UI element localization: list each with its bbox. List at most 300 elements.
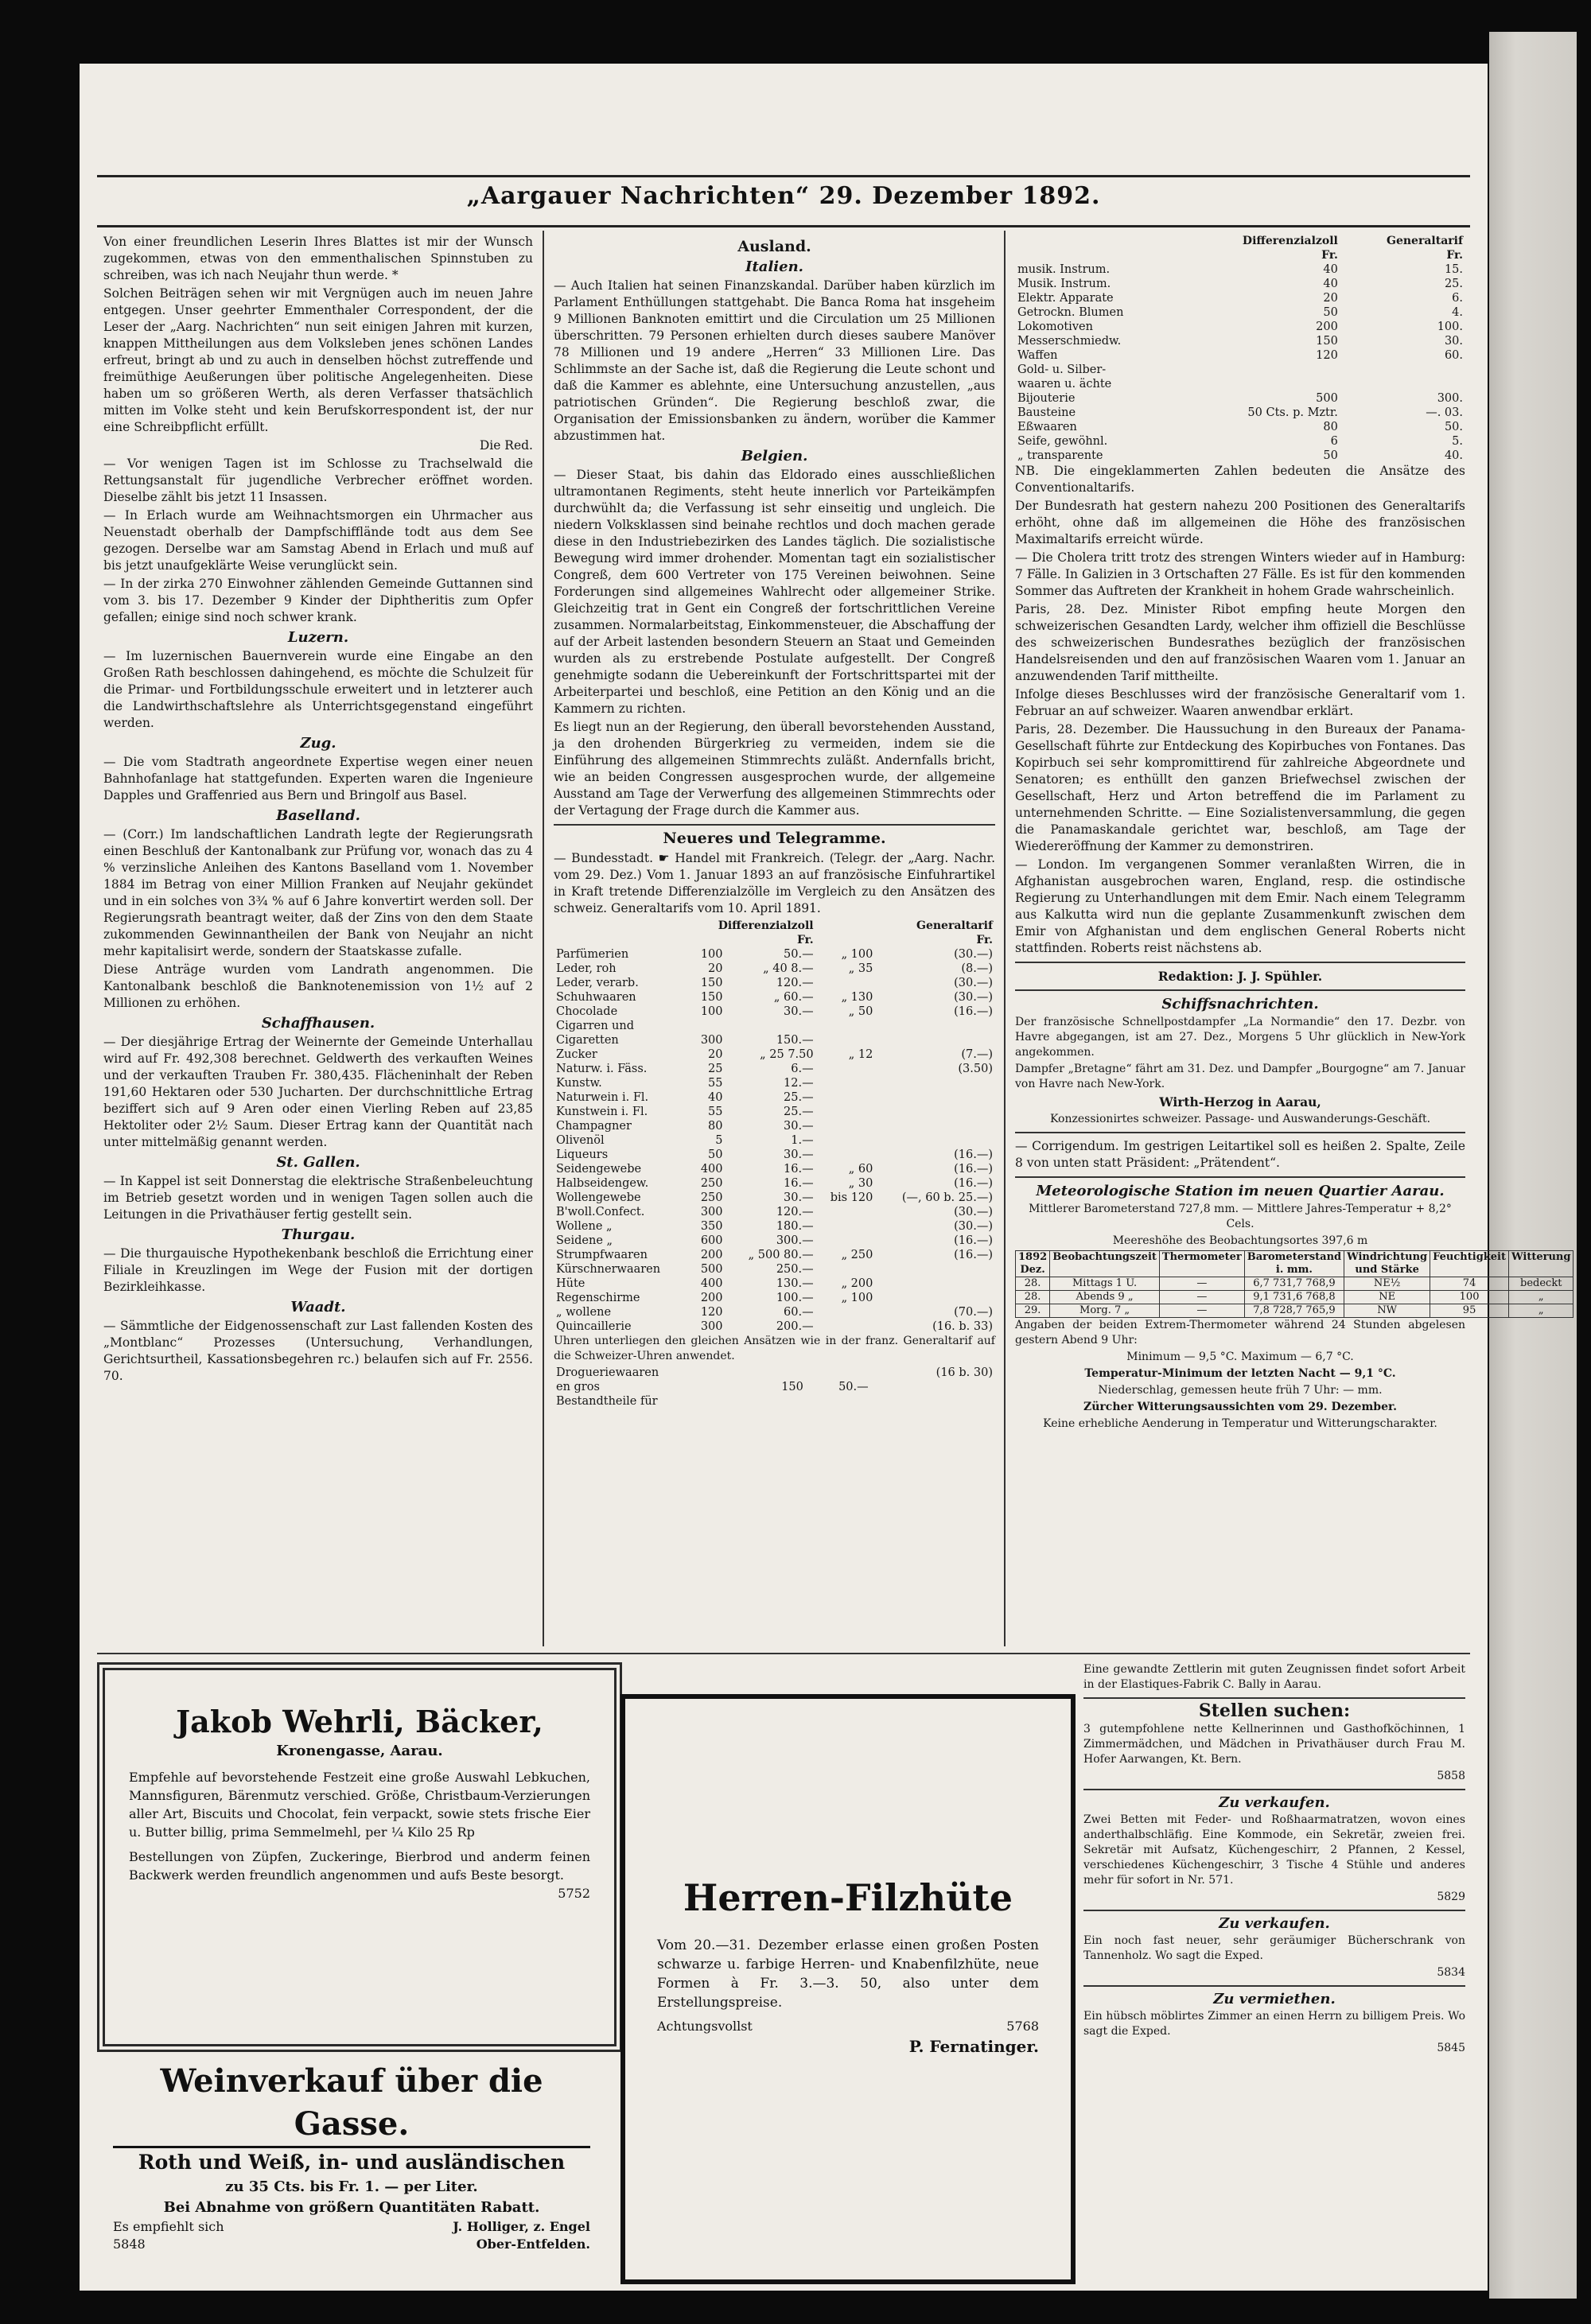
- column-3: [1015, 234, 1571, 1433]
- table-cell-value: 25.—: [784, 1106, 814, 1118]
- table-cell-value: 150: [700, 991, 723, 1004]
- article-text: — Dieser Staat, bis dahin das Eldorado eines ausschließlichen ultramontanen Regiments, steht heute innerlich vor Parteikämpfen durchwühlt da; die Verfassung ist sehr einseitig und ungleich. Die niedern Volksklassen sind beinahe rechtlos und doch machen gerade diese in den Industriebezirken des Landes täglich. Die sozialistische Bewegung wird immer drohender. Momentan tagt ein sozialistischer Congreß, dem 600 Vertreter von 175 Vereinen beiwohnen. Seine Forderungen sind allgemeines Wahlrecht oder allgemeiner Strike. Gleichzeitig trat in Gent ein Congreß der fortschrittlichen Vereine zusammen. Normalarbeitstag, Einkommensteuer, die Abschaffung der auf der Arbeit lastenden besondern Steuern an Staat und Gemeinden wurden als zu erstrebende Postulate aufgestellt. Der Congreß genehmigte sodann die Uebereinkunft der Fortschrittspartei mit der Arbeiterpartei und beschloß, eine Petition an den König und an die Kammern zu richten.: [554, 468, 995, 716]
- classifieds: [1083, 1662, 1465, 2058]
- table-cell-item: 29.: [1016, 1304, 1050, 1318]
- table-row: [554, 1380, 995, 1394]
- table-cell-value: 6: [1330, 435, 1338, 448]
- ad-title: Weinverkauf über die Gasse.: [113, 2060, 590, 2148]
- article-text: — Im luzernischen Bauernverein wurde eine Eingabe an den Großen Rath beschlossen dahingehend, es möchte die Schulzeit für die Primar- und Fortbildungsschule erweitert und in letzterer auch die Landwirthschaftslehre als Unterrichtsgegenstand eingeführt werden.: [103, 649, 533, 730]
- met-text: Zürcher Witterungsaussichten vom 29. Dezember.: [1083, 1401, 1397, 1413]
- table-cell-value: Mittags 1 U.: [1050, 1277, 1160, 1291]
- table-cell-value: 9,1 731,6 768,8: [1244, 1291, 1344, 1304]
- section-heading: St. Gallen.: [276, 1154, 360, 1171]
- article-text: — Vor wenigen Tagen ist im Schlosse zu Trachselwald die Rettungsanstalt für jugendliche Verbrecher eröffnet worden. Dieselbe zählt bis jetzt 11 Insassen.: [103, 457, 533, 504]
- table-cell-value: 25.: [1444, 278, 1463, 290]
- table-cell-value: „ 60: [848, 1163, 873, 1176]
- table-cell-value: 120.—: [776, 1206, 814, 1218]
- ad-wehrli: [97, 1662, 622, 2052]
- table-cell-value: [816, 1234, 876, 1248]
- met-text: Minimum — 9,5 °C. Maximum — 6,7 °C.: [1126, 1350, 1354, 1363]
- table-cell-value: —: [1159, 1291, 1244, 1304]
- table-cell-value: 200: [1316, 321, 1338, 333]
- table-cell-value: (—, 60 b. 25.—): [901, 1191, 993, 1204]
- table-cell-value: 100: [700, 1005, 723, 1018]
- table-cell-value: 30.—: [784, 1005, 814, 1018]
- table-cell-value: „ 130: [841, 991, 873, 1004]
- table-cell-item: Hüte: [556, 1277, 585, 1290]
- table-cell-value: (7.—): [961, 1048, 993, 1061]
- table-header: Generaltarif: [1387, 235, 1463, 247]
- table-cell-value: (16 b. 30): [936, 1366, 993, 1379]
- table-cell-value: 20: [708, 1048, 723, 1061]
- table-cell-value: 60.: [1444, 349, 1463, 362]
- table-cell-value: [816, 1119, 876, 1133]
- article-text: Paris, 28. Dez. Minister Ribot empfing heute Morgen den schweizerischen Gesandten Lardy, welcher ihm offiziell die Beschlüsse des schweizerischen Bundesrathes bezüglich der französischen Handelsreisenden und den auf französischen Waaren vom 1. Januar an anzuwendenden Tarif mittheilte.: [1015, 602, 1465, 683]
- table-cell-value: [871, 1380, 880, 1394]
- table-cell-value: [816, 976, 876, 990]
- ad-text: Ein hübsch möblirtes Zimmer an einen Herrn zu billigem Preis. Wo sagt die Exped.: [1083, 2010, 1465, 2038]
- table-cell-value: 500: [1316, 392, 1338, 405]
- table-cell-value: 250: [700, 1177, 723, 1190]
- table-cell-item: Bestandtheile für: [556, 1395, 658, 1408]
- table-cell-value: [880, 1380, 995, 1394]
- section-heading: Zu vermiethen.: [1213, 1991, 1336, 2007]
- table-row: [554, 947, 995, 962]
- ad-text: zu 35 Cts. bis Fr. 1. — per Liter.: [225, 2178, 478, 2195]
- table-row: [554, 1291, 995, 1305]
- table-cell-item: Kunstwein i. Fl.: [556, 1106, 648, 1118]
- section-heading: Zu verkaufen.: [1219, 1794, 1330, 1811]
- table-cell-value: 30.—: [784, 1148, 814, 1161]
- table-cell-value: [816, 1319, 876, 1334]
- table-cell-value: (8.—): [961, 962, 993, 975]
- table-cell-value: [725, 1019, 816, 1033]
- tariff-table-3: [1015, 234, 1465, 463]
- table-row: [1015, 420, 1465, 434]
- table-row: [554, 1277, 995, 1291]
- table-cell-item: Regenschirme: [556, 1292, 640, 1304]
- table-cell-value: bis 120: [830, 1191, 873, 1204]
- table-row: [554, 1133, 995, 1148]
- table-cell-item: Kunstw.: [556, 1077, 602, 1090]
- table-cell-value: (16. b. 33): [932, 1320, 993, 1333]
- table-cell-value: „ 100: [841, 948, 873, 961]
- editor-line: Redaktion: J. J. Spühler.: [1157, 969, 1323, 984]
- table-cell-value: 50.—: [784, 948, 814, 961]
- table-cell-value: 300.: [1437, 392, 1463, 405]
- table-row: [554, 1119, 995, 1133]
- table-cell-value: 250.—: [776, 1263, 814, 1276]
- table-row: [1015, 434, 1465, 449]
- ad-address: Kronengasse, Aarau.: [276, 1743, 443, 1759]
- table-cell-value: [816, 1219, 876, 1234]
- met-text: Angaben der beiden Extrem-Thermometer während 24 Stunden abgelesen gestern Abend 9 Uhr:: [1015, 1319, 1465, 1347]
- table-cell-value: Morg. 7 „: [1050, 1304, 1160, 1318]
- table-cell-value: [816, 1019, 876, 1033]
- table-row: [1015, 262, 1465, 277]
- table-row: [554, 1248, 995, 1262]
- table-cell-value: NE½: [1344, 1277, 1430, 1291]
- page-edge: [1489, 32, 1577, 2299]
- table-cell-item: Leder, roh: [556, 962, 617, 975]
- table-header: Fr.: [1321, 249, 1338, 262]
- table-row: [554, 990, 995, 1005]
- ad-text: Roth und Weiß, in- und ausländischen: [138, 2151, 566, 2174]
- section-heading: Stellen suchen:: [1198, 1700, 1351, 1721]
- table-row: [554, 1366, 995, 1380]
- table-cell-value: 150: [1316, 335, 1338, 348]
- table-cell-value: 20: [1323, 292, 1338, 305]
- table-header: Beobachtungszeit: [1050, 1251, 1160, 1277]
- table-cell-item: „ wollene: [556, 1306, 612, 1319]
- table-header: Differenzialzoll: [718, 919, 814, 932]
- column-2: [554, 234, 995, 1409]
- table-cell-value: 150: [700, 977, 723, 989]
- table-cell-item: Liqueurs: [556, 1148, 609, 1161]
- table-cell-value: [871, 1394, 880, 1409]
- table-cell-value: (16.—): [954, 1234, 993, 1247]
- section-heading: Italien.: [745, 258, 803, 275]
- table-row: [554, 1090, 995, 1105]
- ad-signature: P. Fernatinger.: [908, 2037, 1039, 2056]
- article-text: — Die vom Stadtrath angeordnete Expertise wegen einer neuen Bahnhofanlage hat stattgefunden. Experten waren die Ingenieure Dapples und Graffenried aus Bern und Bringolf aus Basel.: [103, 755, 533, 803]
- table-cell-value: [816, 1062, 876, 1076]
- table-cell-value: 50.—: [838, 1381, 869, 1393]
- table-cell-value: [1186, 363, 1340, 377]
- article-text: Der Bundesrath hat gestern nahezu 200 Positionen des Generaltarifs erhöht, ohne daß im allgemeinen die Höhe des französischen Maximaltarifs erreicht würde.: [1015, 499, 1465, 546]
- article-text: Paris, 28. Dezember. Die Haussuchung in den Bureaux der Panama-Gesellschaft führte zur Entdeckung des Kopirbuches von Fontanes. Das Kopirbuch sei sehr kompromittirend für zahlreiche Abgeordnete und Senatoren; es enthüllt den ganzen Briefwechsel zwischen der Gesellschaft, Herz und Arton betreffend die im Parlament zu unternehmenden Schritte. — Eine Sozialistenversammlung, die gegen die Panamaskandale gerichtet war, beschloß, am Tage der Wiedereröffnung der Kammer zu demonstriren.: [1015, 722, 1465, 853]
- section-heading: Neueres und Telegramme.: [663, 830, 886, 847]
- weather-table: [1015, 1250, 1573, 1318]
- table-row: [1015, 320, 1465, 334]
- article-text: — Corrigendum. Im gestrigen Leitartikel soll es heißen 2. Spalte, Zeile 8 von unten statt Präsident: „Prätendent“.: [1015, 1139, 1465, 1170]
- tariff-table-2: [554, 1366, 995, 1409]
- divider: [1015, 1132, 1465, 1133]
- table-cell-value: „ 200: [841, 1277, 873, 1290]
- divider: [554, 824, 995, 826]
- table-cell-value: 74: [1430, 1277, 1509, 1291]
- table-cell-value: [875, 1291, 995, 1305]
- table-cell-value: „ 50: [848, 1005, 873, 1018]
- table-cell-value: 7,8 728,7 765,9: [1244, 1304, 1344, 1318]
- table-cell-value: „ 250: [841, 1249, 873, 1261]
- table-cell-item: Olivenöl: [556, 1134, 605, 1147]
- column-rule: [543, 231, 544, 1646]
- met-text: Mittlerer Barometerstand 727,8 mm. — Mittlere Jahres-Temperatur + 8,2° Cels.: [1029, 1203, 1452, 1230]
- table-cell-item: waaren u. ächte: [1017, 378, 1112, 391]
- table-cell-value: [880, 1394, 995, 1409]
- table-cell-item: Seidene „: [556, 1234, 613, 1247]
- table-cell-value: 300.—: [776, 1234, 814, 1247]
- column-1: [103, 234, 533, 1386]
- table-row: [554, 1234, 995, 1248]
- table-cell-item: Bausteine: [1017, 406, 1076, 419]
- table-cell-item: Kürschnerwaaren: [556, 1263, 661, 1276]
- article-text: Von einer freundlichen Leserin Ihres Blattes ist mir der Wunsch zugekommen, etwas von den emmenthalischen Spinnstuben zu schreiben, was ich nach Neujahr thun werde. *: [103, 235, 533, 282]
- table-row: [554, 976, 995, 990]
- table-cell-value: „ 500 80.—: [748, 1249, 814, 1261]
- table-row: [554, 1205, 995, 1219]
- table-cell-value: [875, 1019, 995, 1033]
- table-row: [554, 1191, 995, 1205]
- table-cell-value: [871, 1366, 880, 1380]
- table-cell-value: (16.—): [954, 1249, 993, 1261]
- masthead: [97, 175, 1470, 227]
- table-cell-item: Wollene „: [556, 1220, 613, 1233]
- table-cell-value: 80: [1323, 421, 1338, 433]
- table-row: [1015, 363, 1465, 377]
- table-cell-value: [875, 1076, 995, 1090]
- table-cell-value: 25.—: [784, 1091, 814, 1104]
- table-cell-value: 40: [1323, 278, 1338, 290]
- table-row: [1015, 391, 1465, 406]
- article-text: — Die Cholera tritt trotz des strengen Winters wieder auf in Hamburg: 7 Fälle. In Galizien in 3 Ortschaften 27 Fälle. Es ist für den kommenden Sommer das Auftreten der Krankheit in hohem Grade wahrscheinlich.: [1015, 550, 1465, 598]
- table-row: [1015, 449, 1465, 463]
- divider: [1083, 1697, 1465, 1699]
- article-text: — Auch Italien hat seinen Finanzskandal. Darüber haben kürzlich im Parlament Enthüllungen stattgehabt. Die Banca Roma hat insgeheim 9 Millionen Banknoten emittirt und die Circulation um 25 Millionen überschritten. 79 Personen erhielten durch dieses saubere Manöver 78 Millionen und 19 andere „Herren“ 33 Millionen Lire. Das Schlimmste an der Sache ist, daß die Regierung die Leute schont und daß die Kammer es ablehnte, eine Untersuchung anzustellen, „aus patriotischen Gründen“. Die Regierung beschloß zwar, die Organisation der Emissionsbanken zu ändern, worüber die Kammer abzustimmen hat.: [554, 278, 995, 443]
- table-cell-value: 250: [700, 1191, 723, 1204]
- table-cell-value: 400: [700, 1277, 723, 1290]
- table-cell-value: [875, 1133, 995, 1148]
- table-cell-value: (3.50): [958, 1063, 993, 1075]
- table-cell-value: 6,7 731,7 768,9: [1244, 1277, 1344, 1291]
- table-cell-value: 40.: [1444, 449, 1463, 462]
- table-cell-value: 16.—: [784, 1163, 814, 1176]
- table-row: [1015, 334, 1465, 348]
- table-cell-value: 25: [708, 1063, 723, 1075]
- table-cell-value: [816, 1090, 876, 1105]
- table-header: Windrichtung und Stärke: [1344, 1251, 1430, 1277]
- table-header: Fr.: [1446, 249, 1463, 262]
- section-heading: Ausland.: [737, 238, 811, 255]
- section-heading: Schaffhausen.: [261, 1015, 375, 1032]
- table-cell-value: [756, 1394, 806, 1409]
- table-cell-value: [875, 1105, 995, 1119]
- table-cell-value: 30.: [1444, 335, 1463, 348]
- met-text: Meereshöhe des Beobachtungsortes 397,6 m: [1112, 1234, 1368, 1247]
- ad-text: Bestellungen von Züpfen, Zuckeringe, Bierbrod und anderm feinen Backwerk werden freundlich angenommen und aufs Beste besorgt.: [129, 1849, 590, 1883]
- table-cell-value: (30.—): [954, 1220, 993, 1233]
- table-cell-item: Gold- u. Silber-: [1017, 363, 1107, 376]
- table-row: [1016, 1304, 1573, 1318]
- table-row: [1015, 305, 1465, 320]
- ad-wein: [97, 2052, 606, 2276]
- masthead-title: „Aargauer Nachrichten“ 29. Dezember 1892.: [466, 182, 1101, 210]
- table-cell-value: —: [1159, 1304, 1244, 1318]
- table-cell-value: 30.—: [784, 1191, 814, 1204]
- ad-text: 3 gutempfohlene nette Kellnerinnen und Gasthofköchinnen, 1 Zimmermädchen, und Mädchen in Privathäuser durch Frau M. Hofer Aarwangen, Kt. Bern.: [1083, 1723, 1465, 1766]
- table-row: [1015, 348, 1465, 363]
- table-header: 1892 Dez.: [1016, 1251, 1050, 1277]
- section-heading: Zug.: [300, 735, 336, 752]
- article-text: Es liegt nun an der Regierung, den überall bevorstehenden Ausstand, ja den drohenden Bürgerkrieg zu vermeiden, indem sie die Einführung des allgemeinen Stimmrechts zuläßt. Andernfalls bricht, wie an beiden Congressen ausgesprochen wurde, der allgemeine Ausstand am Tage der Verwerfung des allgemeinen Stimmrechts oder der Vertagung der Frage durch die Kammer aus.: [554, 720, 995, 818]
- article-text: — Sämmtliche der Eidgenossenschaft zur Last fallenden Kosten des „Montblanc“ Prozesses (Untersuchung, Verhandlungen, Gerichtsurtheil, Kassationsbegehren rc.) belaufen sich auf Fr. 2556. 70.: [103, 1319, 533, 1383]
- ad-signature: J. Holliger, z. Engel: [453, 2219, 590, 2234]
- table-cell-value: „ 100: [841, 1292, 873, 1304]
- table-cell-value: [816, 1076, 876, 1090]
- ad-number: 5834: [1437, 1966, 1465, 1979]
- table-cell-value: 150.—: [776, 1034, 814, 1047]
- ad-number: 5829: [1437, 1891, 1465, 1903]
- table-cell-item: Halbseidengew.: [556, 1177, 649, 1190]
- table-cell-value: bedeckt: [1509, 1277, 1573, 1291]
- table-cell-value: 200: [700, 1292, 723, 1304]
- table-cell-value: [816, 1262, 876, 1277]
- table-cell-item: Chocolade: [556, 1005, 618, 1018]
- table-row: [554, 1033, 995, 1047]
- table-cell-value: [1186, 377, 1340, 391]
- table-cell-value: 100: [700, 948, 723, 961]
- newspaper-page: [80, 64, 1571, 2291]
- table-cell-value: 40: [708, 1091, 723, 1104]
- table-cell-item: Leder, verarb.: [556, 977, 639, 989]
- article-text: — Der diesjährige Ertrag der Weinernte der Gemeinde Unterhallau wird auf Fr. 492,308 berechnet. Geldwerth des verkauften Weines und der verkauften Trauben Fr. 380,435. Flächeninhalt der Reben 191,60 Hektaren oder 530 Jucharten. Der durchschnittliche Ertrag beziffert sich auf 9 Aren oder einen Vierling Reben auf 23,85 Hektoliter oder 2½ Saum. Dieser Ertrag kann der Quantität nach unter mittelmäßig genannt werden.: [103, 1035, 533, 1149]
- table-cell-item: en gros: [556, 1381, 600, 1393]
- table-cell-value: [875, 1090, 995, 1105]
- table-cell-value: „ 40 8.—: [763, 962, 814, 975]
- table-cell-item: Naturw. i. Fäss.: [556, 1063, 648, 1075]
- ad-text: Es empfiehlt sich: [113, 2219, 224, 2234]
- table-cell-value: 55: [708, 1106, 723, 1118]
- ad-number: 5752: [558, 1886, 590, 1901]
- table-cell-item: Zucker: [556, 1048, 597, 1061]
- table-row: [1015, 291, 1465, 305]
- table-row: [554, 1219, 995, 1234]
- table-cell-item: Waffen: [1017, 349, 1058, 362]
- ad-signature: Ober-Entfelden.: [476, 2237, 590, 2252]
- table-cell-value: 95: [1430, 1304, 1509, 1318]
- table-cell-value: 50: [1323, 306, 1338, 319]
- ad-number: 5848: [113, 2237, 146, 2252]
- table-cell-item: Strumpfwaaren: [556, 1249, 648, 1261]
- table-header: Feuchtigkeit: [1430, 1251, 1509, 1277]
- divider: [1015, 989, 1465, 991]
- table-cell-value: 15.: [1444, 263, 1463, 276]
- table-cell-value: [816, 1033, 876, 1047]
- section-heading: Waadt.: [290, 1299, 346, 1316]
- table-cell-value: [875, 1033, 995, 1047]
- agent-name: Wirth-Herzog in Aarau,: [1159, 1094, 1321, 1110]
- table-cell-value: [806, 1366, 871, 1380]
- table-cell-value: 5: [715, 1134, 723, 1147]
- ad-text: Achtungsvollst: [657, 2019, 753, 2034]
- table-cell-value: 150: [781, 1381, 803, 1393]
- article-text: — Bundesstadt. ☛ Handel mit Frankreich. (Telegr. der „Aarg. Nachr. vom 29. Dez.) Vom 1. Januar 1893 an auf französische Einfuhrartikel in Kraft tretende Differenzialzölle im Vergleich zu den Ansätzen des schweiz. Generaltarifs vom 10. April 1891.: [554, 851, 995, 915]
- ad-number: 5845: [1437, 2042, 1465, 2054]
- table-row: [554, 1162, 995, 1176]
- table-row: [1016, 1277, 1573, 1291]
- table-cell-item: Seife, gewöhnl.: [1017, 435, 1108, 448]
- divider: [1083, 1789, 1465, 1790]
- table-cell-value: [690, 1019, 725, 1033]
- table-row: [554, 1305, 995, 1319]
- table-cell-item: Getrockn. Blumen: [1017, 306, 1124, 319]
- divider: [1015, 1176, 1465, 1178]
- table-cell-value: [875, 1277, 995, 1291]
- article-text: — In der zirka 270 Einwohner zählenden Gemeinde Guttannen sind vom 3. bis 17. Dezember 9 Kinder der Diphtheritis zum Opfer gefallen; einige sind noch schwer krank.: [103, 577, 533, 624]
- table-cell-item: 28.: [1016, 1291, 1050, 1304]
- table-cell-item: Cigarren und: [556, 1020, 635, 1032]
- table-cell-value: (16.—): [954, 1177, 993, 1190]
- divider: [1083, 1910, 1465, 1911]
- met-text: Niederschlag, gemessen heute früh 7 Uhr: — mm.: [1098, 1384, 1383, 1397]
- ad-text: Bei Abnahme von größern Quantitäten Rabatt.: [163, 2199, 540, 2216]
- table-cell-item: musik. Instrum.: [1017, 263, 1111, 276]
- ad-number: 5858: [1437, 1770, 1465, 1782]
- table-cell-value: 55: [708, 1077, 723, 1090]
- table-cell-item: B'woll.Confect.: [556, 1206, 645, 1218]
- tariff-table: [554, 919, 995, 1334]
- table-cell-value: 400: [700, 1163, 723, 1176]
- table-row: [554, 1176, 995, 1191]
- table-cell-value: 120.—: [776, 977, 814, 989]
- table-cell-item: Drogueriewaaren: [556, 1366, 659, 1379]
- table-row: [554, 1005, 995, 1019]
- table-cell-value: 50.: [1444, 421, 1463, 433]
- table-cell-value: 200: [700, 1249, 723, 1261]
- section-heading: Luzern.: [287, 629, 349, 646]
- table-cell-value: „ 30: [848, 1177, 873, 1190]
- table-row: [1015, 406, 1465, 420]
- table-cell-value: (16.—): [954, 1163, 993, 1176]
- table-header: Fr.: [976, 934, 993, 946]
- met-text: Keine erhebliche Aenderung in Temperatur und Witterungscharakter.: [1043, 1417, 1437, 1430]
- table-header: Barometerstand i. mm.: [1244, 1251, 1344, 1277]
- table-cell-item: Parfümerien: [556, 948, 629, 961]
- table-cell-value: 6.—: [791, 1063, 814, 1075]
- table-cell-value: (16.—): [954, 1005, 993, 1018]
- table-cell-value: 20: [708, 962, 723, 975]
- table-row: [554, 1076, 995, 1090]
- table-cell-value: 600: [700, 1234, 723, 1247]
- article-text: — In Erlach wurde am Weihnachtsmorgen ein Uhrmacher aus Neuenstadt oberhalb der Dampfschifflände todt aus dem See gezogen. Derselbe war am Samstag Abend in Erlach und muß auf bis jetzt unaufgeklärte Weise verunglückt sein.: [103, 508, 533, 573]
- table-cell-value: [816, 1105, 876, 1119]
- table-row: [554, 1148, 995, 1162]
- table-cell-value: [875, 1262, 995, 1277]
- article-text: Diese Anträge wurden vom Landrath angenommen. Die Kantonalbank beschloß die Banknotenemission von 1½ auf 2 Millionen zu erhöhen.: [103, 962, 533, 1010]
- table-cell-value: 300: [700, 1206, 723, 1218]
- table-cell-value: 16.—: [784, 1177, 814, 1190]
- table-row: [1016, 1291, 1573, 1304]
- table-row: [554, 1062, 995, 1076]
- table-cell-item: Musik. Instrum.: [1017, 278, 1111, 290]
- table-cell-item: Messerschmiedw.: [1017, 335, 1122, 348]
- table-cell-value: [816, 1148, 876, 1162]
- table-cell-item: Naturwein i. Fl.: [556, 1091, 649, 1104]
- table-row: [554, 962, 995, 976]
- table-cell-value: 350: [700, 1220, 723, 1233]
- table-cell-value: 4.: [1452, 306, 1463, 319]
- table-cell-value: „ 25 7.50: [760, 1048, 814, 1061]
- table-cell-value: 300: [700, 1320, 723, 1333]
- table-cell-value: „: [1509, 1291, 1573, 1304]
- table-row: [554, 1394, 995, 1409]
- table-cell-value: 50 Cts. p. Mztr.: [1247, 406, 1338, 419]
- table-cell-item: Lokomotiven: [1017, 321, 1093, 333]
- table-row: [554, 1019, 995, 1033]
- section-heading: Baselland.: [276, 807, 360, 824]
- table-cell-value: 100.—: [776, 1292, 814, 1304]
- section-heading: Zu verkaufen.: [1219, 1915, 1330, 1932]
- article-text: Der französische Schnellpostdampfer „La Normandie“ den 17. Dezbr. von Havre abgegangen, ist am 27. Dez., Morgens 5 Uhr glücklich in New-York angekommen.: [1015, 1016, 1465, 1059]
- table-cell-value: 30.—: [784, 1120, 814, 1133]
- table-row: [554, 1319, 995, 1334]
- table-cell-value: 50: [1323, 449, 1338, 462]
- table-cell-value: NW: [1344, 1304, 1430, 1318]
- divider: [1015, 962, 1465, 963]
- section-rule: [97, 1653, 1470, 1654]
- table-cell-value: [806, 1394, 871, 1409]
